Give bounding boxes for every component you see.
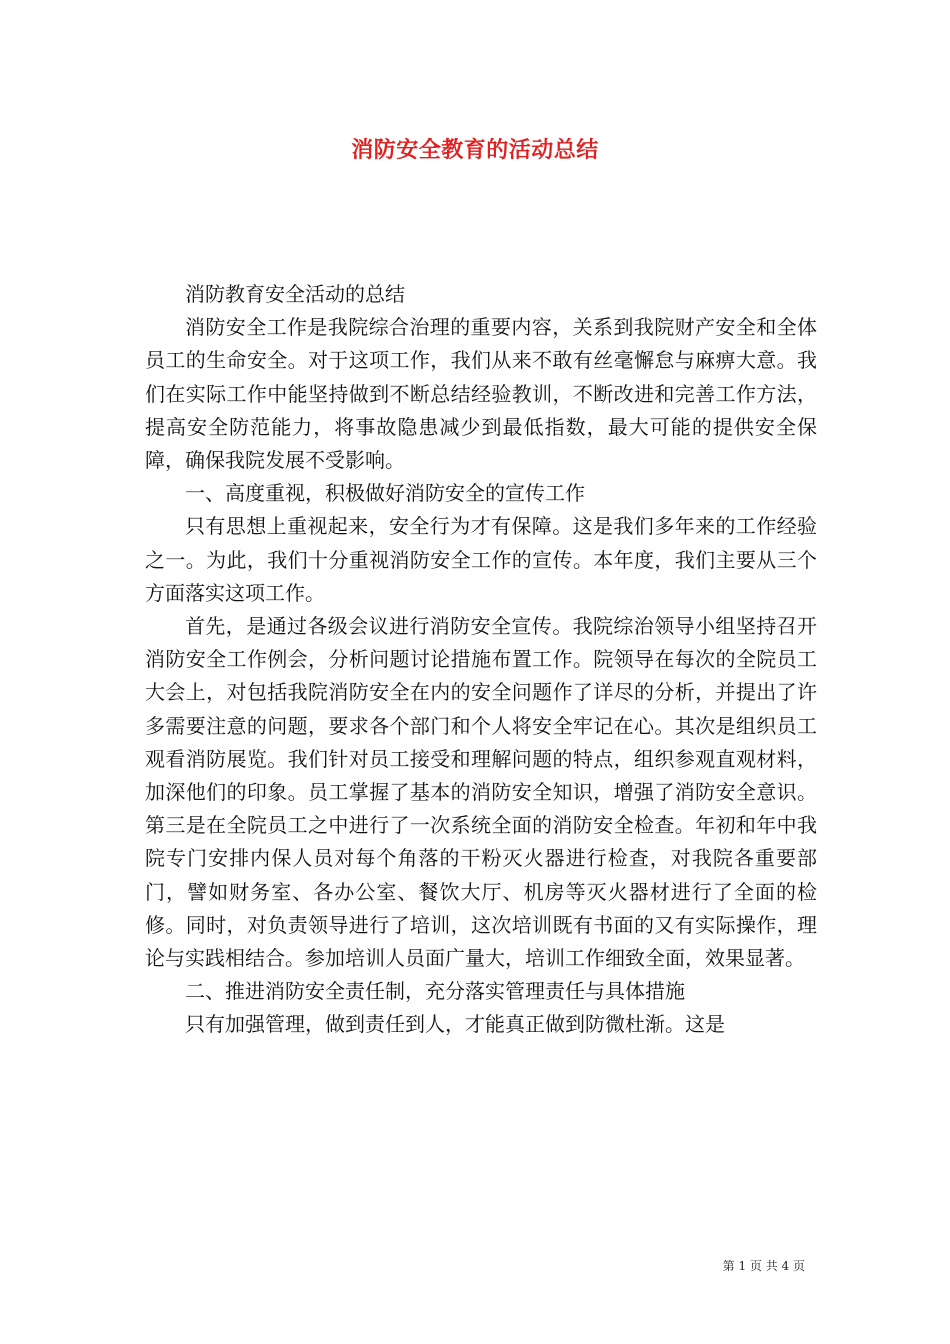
document-title: 消防安全教育的活动总结 bbox=[351, 137, 599, 163]
body-paragraph: 消防安全工作是我院综合治理的重要内容，关系到我院财产安全和全体员工的生命安全。对于这项工作，我们从来不敢有丝毫懈怠与麻痹大意。我们在实际工作中能坚持做到不断总结经验教训，不断改进和完善工作方法，提高安全防范能力，将事故隐患减少到最低指数，最大可能的提供安全保障，确保我院发展不受影响。 bbox=[145, 315, 817, 473]
body-paragraph: 只有思想上重视起来，安全行为才有保障。这是我们多年来的工作经验之一。为此，我们十分重视消防安全工作的宣传。本年度，我们主要从三个方面落实这项工作。 bbox=[145, 514, 817, 605]
page-number-footer: 第 1 页 共 4 页 bbox=[722, 1259, 805, 1273]
body-paragraph: 首先，是通过各级会议进行消防安全宣传。我院综治领导小组坚持召开消防安全工作例会，分析问题讨论措施布置工作。院领导在每次的全院员工大会上，对包括我院消防安全在内的安全问题作了详尽的分析，并提出了许多需要注意的问题，要求各个部门和个人将安全牢记在心。其次是组织员工观看消防展览。我们针对员工接受和理解问题的特点，组织参观直观材料，加深他们的印象。员工掌握了基本的消防安全知识，增强了消防安全意识。第三是在全院员工之中进行了一次系统全面的消防安全检查。年初和年中我院专门安排内保人员对每个角落的干粉灭火器进行检查，对我院各重要部门，譬如财务室、各办公室、餐饮大厅、机房等灭火器材进行了全面的检修。同时，对负责领导进行了培训，这次培训既有书面的又有实际操作，理论与实践相结合。参加培训人员面广量大，培训工作细致全面，效果显著。 bbox=[145, 614, 817, 971]
document-body bbox=[145, 278, 817, 1042]
body-paragraph: 只有加强管理，做到责任到人，才能真正做到防微杜渐。这是 bbox=[185, 1012, 725, 1037]
section-heading: 一、高度重视，积极做好消防安全的宣传工作 bbox=[185, 481, 585, 506]
body-paragraph: 消防教育安全活动的总结 bbox=[185, 282, 405, 306]
section-heading: 二、推进消防安全责任制，充分落实管理责任与具体措施 bbox=[185, 979, 685, 1004]
